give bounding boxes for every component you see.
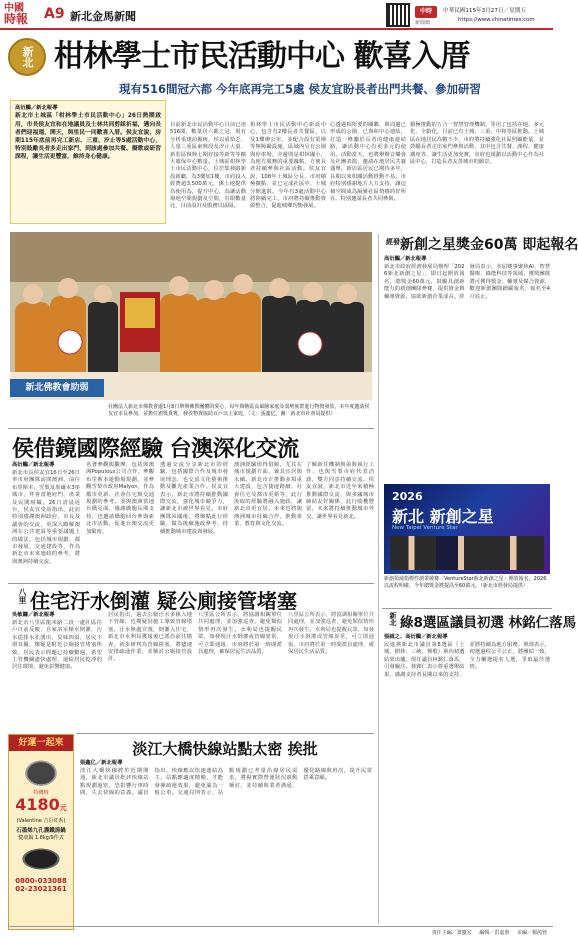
story3-prefix: 八里: [18, 588, 27, 604]
story1-col3: 相林學士市民活動中心新設中心，包含有2樓長者共餐區，以及1樓辦公室，並配合設有電梯等無障礙設施，區域內另有公園與停車場，旁邊則是柑林國小，為地方服務的重要據點，方便長者持續參與社區活動。侯友宜說，108年土城區分長，市府積極擴點，並已完成社區中、土城分館進駐。今年有3處活動中心將陸續完工，市府將持續推動資源整合，促進城鄉均衡發展。: [250, 122, 326, 210]
ad-pan-image: [16, 845, 66, 873]
ad-price: [9, 796, 73, 817]
ad-line2: 石墨烯九孔護鐵湯鍋: [16, 828, 66, 834]
designer-credit: 美編／楊茜蓉: [516, 930, 547, 936]
right-column-separator: [378, 234, 379, 924]
ad-price-value: 4180: [15, 795, 60, 814]
story5-byline: 高衍鵬／新北報導: [384, 256, 427, 262]
ad-product-image: [17, 754, 65, 786]
story4-headline: 淡江大橋快線站點太密 挨批: [132, 740, 318, 758]
page-number: A9: [44, 6, 65, 22]
masthead: [0, 0, 553, 30]
logo-bottom: 時報: [4, 12, 29, 26]
story3-col3: 八里區公所表示，將協調相關單位共同處理，並加強巡查，避免類似情形再次發生。水利局也提醒民眾，如發現汙水倒灌或管線異常，可立即通報，市府將於第一時間派員處理，確保居民生活品質。: [198, 612, 282, 656]
story3-byline: 吳敏鏞／新北報導: [12, 612, 55, 618]
story2-col5: 了解新任機制與第與執行工作，也與雪梨市府代表洽談，雙方同意持續交流。侯友宜說，新北市近年來積極推動國際交流，與多國城市締結友好關係，此行收穫豐富，未來將持續推動城市外交，讓世界看見新北。: [306, 462, 374, 520]
composer-credit: 編輯／洪嘉惠: [479, 930, 510, 936]
story5-caption: 新創領域指標性創業競賽「VentureStar新北新創之星」開放報名，2026以流程明確，今年總獎金將提高至60萬元。（新北市經發局提供）: [384, 576, 547, 589]
lead-box: [10, 100, 166, 224]
divider-story4: [76, 733, 374, 734]
venture-star-banner: [384, 484, 550, 574]
story5-prefix: 經發: [386, 238, 400, 246]
ad-title: 好運一起來: [9, 735, 73, 751]
banner-title: 新北 新創之星: [392, 507, 494, 526]
banner-people: [390, 536, 544, 570]
main-subhead: 現有516間冠六都 今年底再完工5處 侯友宜盼長者出門共餐、參加研習: [118, 82, 481, 96]
story3-headline: 住宅汙水倒灌 疑公廁接管堵塞: [30, 589, 297, 613]
story1-col4: 心透過相所要的關聯，與周邊已形成的公園，已與和中心連結，打造一條屬於長者的健康連結路，讓活動中心有更多元的使用。活動當天，也將舉辦音樂會及社團表演，邀請在地居民共襄盛舉，新店區居民已期待多年，長期以來相關活動推動不易。市府特別感謝地方大力支持，讓這個空間成為凝聚社區情感的好所在。特別邀請長者共同參與。: [330, 122, 406, 203]
qr-code: [386, 3, 410, 27]
story4-byline: 張鑫亿／新北報導: [80, 760, 123, 766]
ceremony-photo-illustration: [10, 232, 372, 400]
ad-price-unit: 元: [59, 804, 67, 812]
editor-credit: 責任主編／葉慶宏: [431, 930, 472, 936]
story2-col1: 新北市長侯友宜16日至26日率市府團隊訪問澳洲，前往布里斯本、雪梨及墨爾本3座城市，拜會當地府門、產業及民間組織。26日清晨返台，侯友宜受訪指出，此訪特別感謝澳洲政府，市長及議會的交流，更深入瞭解澳洲在公共建設等重要議題上的做法，包括城市規劃、都市發展、交通建設等，作為新北市未來施政的參考，將與澳洲持續交流。: [12, 470, 80, 565]
brand-badge-text: 中時: [419, 8, 432, 15]
story6-headline: 綠8選區議員初選 林銘仁落馬: [400, 615, 577, 631]
brand-sub: 新聞網: [415, 20, 431, 26]
story2-byline: 高衍鵬／新北報導: [12, 462, 55, 468]
site-url[interactable]: https://www.chinatimes.com: [458, 17, 535, 23]
ad-line3: 健康鍋 1.8kg/9件式: [18, 835, 64, 841]
story2-col4: 澳洲經驗值得借鏡，尤其在城市規劃方面，兼具宜居與永續。新北市正推動多項重大建設，包含捷運路網、社會住宅及都市更新等，此行汲取的經驗將融入施政，讓新北市更宜居。未來也將與澳洲城市持續合作，推動產業、教育與文化交流。: [234, 462, 302, 528]
credits: [432, 929, 547, 936]
story1-col2: 目前新北市民活動中心目前已達516間，數量居六都之冠，現有分析重建前擬統，侯以重拾乏、人量三重區東興段及汐止大量、新莊區復興七期好接等新等等擴大確保中心數量。土城區柑林學士市民活動中心，位於集發路新設新廳，為3樓加1樓，市府投入經費超3,500萬元，係土地提供為使用為，提升中心，為讓活動場地空間規劃及空間，有限數量比，目前設計及服務以區隔。: [170, 122, 246, 210]
story6-body: 民進黨新北市議員第8選區（土城、樹林、三峽、鶯歌）黨內初選結果出爐，現任議員林銘仁落馬，引發關注。林銘仁表示尊重選舉結果，感謝支持者長期以來的支持，並將持續為地方服務。黨部表示，初選過程公平公正，將團結一致，全力輔選提名人選，爭取最佳選情。: [384, 642, 550, 678]
location-badge-text: 新北: [21, 46, 34, 68]
story3-col4: 八里區公所表示，將協調相關單位共同處理，並加強巡查，避免類似情形再次發生。水利局也提醒民眾，如發現汙水倒灌或管線異常，可立即通報，市府將於第一時間派員處理，確保居民生活品質。: [288, 612, 374, 656]
story5-body: 新北市政府經濟發展局辦理「2026新北新創之星」，即日起開放報名，總獎金60萬元，鼓勵具創新能力的新創團隊參賽，提供資金與輔導資源，協助新創企業成長。經發局表示，本屆賽事聚焦AI、智慧醫療、綠能科技等領域，獲獎團隊將可獲得獎金、輔導及媒合資源，歡迎新創團隊踴躍報名，報名至4月底止。: [384, 264, 550, 300]
story1-col5: 積極推動的五合一智慧管理機制，等用了包括在地、多元化、全齡化，目前已有土城、三重、中和等區推動。土城區在地居民為數不少，市府將持續強化社區照顧能量，並鼓勵長者走出家門參與活動，其中包含共餐、課程、健康講座等，讓生活更加充實。市府也規劃以活動中心作為社區中心，打造長者友善城市的願景。: [410, 122, 544, 166]
story2-col3: 透過交流分享新北市的經驗，包括國際合作及城市發展理念，也交流文化藝術推動及觀光產業合作。侯友宜表示，新北市將持續推動國際交流，強化城市競爭力，讓新北市被世界看見。市府團隊回國後，將盤點此行經驗，做為後續施政參考，持續推動城市建設與發展。: [160, 462, 228, 535]
banner-subtitle: New Taipei Venture Star: [392, 525, 458, 531]
story2-col2: 名著參觀與觀摩，包括與澳洲Populous公司合作，參觀布里斯本運動場規劃，並參觀雪梨市政府Malyon，作為都市更新、社會住宅與交通規劃的參考。並與澳洲當地台僑見面，感謝僑胞長期支持，也邀請僑胞回台參與新北市活動，促進台澳交流更加緊密。: [86, 462, 154, 535]
issue-date: 中華民國115年3月27日／星期五: [443, 8, 526, 14]
lead-byline: 高衍鵬／新北報導: [15, 105, 58, 111]
divider-story6: [382, 608, 552, 609]
logo-top: 中國: [4, 3, 24, 14]
ad-line1: (Valentine 吉臣紅系): [16, 818, 66, 824]
lead-paragraph: 新北市土城區「柑林學士市民活動中心」26日熱鬧啟用，市長侯友宜和在地議員及士林共同剪綵祈福，邁向長者們迎福週，開天，與里民一同歡喜入厝。侯友宜說，房期115年底前再完工新店、三重、汐止等5處活動中心，特別鼓勵長者多走出家門，到該處參加共餐、擬歌或研習課程，讓生活更豐富，維持身心健康。: [15, 113, 161, 161]
ad-phone1[interactable]: 0800-033088: [15, 877, 67, 885]
ad-phone2[interactable]: 02-23021361: [15, 885, 67, 893]
photo-caption-tag-text: 新北佛教會助弱: [25, 383, 89, 393]
advertisement[interactable]: [8, 734, 74, 930]
story3-col2: 居民指出，過去公廁汙水多匯入地下管線，近期疑因施工導致管線堵塞，汙水無處宣洩，倒灌入住宅，新北市水利局獲報後已派員前往勘查，初步研判為管線阻塞，將儘速安排疏通作業，並檢討公廁接管設計。: [108, 612, 192, 663]
divider-story3: [8, 583, 374, 584]
divider-story2: [8, 428, 374, 429]
section-title: 新北金馬新聞: [70, 10, 136, 23]
logo: [4, 3, 34, 27]
story6-prefix: 新北: [389, 612, 397, 626]
footer: [8, 926, 553, 938]
photo-caption-tag: [10, 379, 104, 397]
photo-caption: 社團法人新北市佛教會邊1月8日舉辦佛教團體的愛心，每年與轄區高風險家庭及弱勢族群進行物資發放，本年度邀請侯友宜市長參加，並擔任頒獎貴賓，發放物資協助百戶以上家庭。（文：張鑫亿，圖：新北市社會局提供）: [108, 404, 370, 417]
story5-headline: 新創之星獎金60萬 即起報名: [400, 237, 578, 253]
ad-sub: 特價時: [33, 790, 49, 796]
banner-year: 2026: [392, 490, 423, 503]
main-headline: 柑林學士市民活動中心 歡喜入厝: [54, 39, 470, 74]
ceremony-photo: [10, 232, 372, 400]
story6-byline: 張誠之、高衍鵬／新北報導: [384, 634, 448, 640]
story3-col1: 新北市八里區龍米路二段一處社區住戶日前反映，自家浴室積水倒灌，污水從排水孔湧出，臭味四溢，居民不堪其擾，懷疑是附近公廁接管堵塞所致。居民表示問題已持續數週，希望主管機關盡快處理，還給居民乾淨的居住環境，避免影響健康。: [12, 620, 102, 671]
brand-badge: [415, 6, 437, 18]
story4-body: 淡江大橋快線將於近期開通，新北市議員批評快線站點規劃過密，恐影響行車時間，失去快線的意義。議員指出，快線應以快速連結為主，站點應適度精簡，才能發揮疏運效果，避免淪為一般公車。交通局則表示，站點規劃已考量沿線居民需求，將視實際營運狀況滾動檢討，並持續與業者溝通，優化路線與班次，提升民眾搭乘意願。: [80, 768, 372, 797]
location-badge: [8, 38, 46, 76]
story2-headline: 侯借鏡國際經驗 台澳深化交流: [12, 437, 299, 462]
